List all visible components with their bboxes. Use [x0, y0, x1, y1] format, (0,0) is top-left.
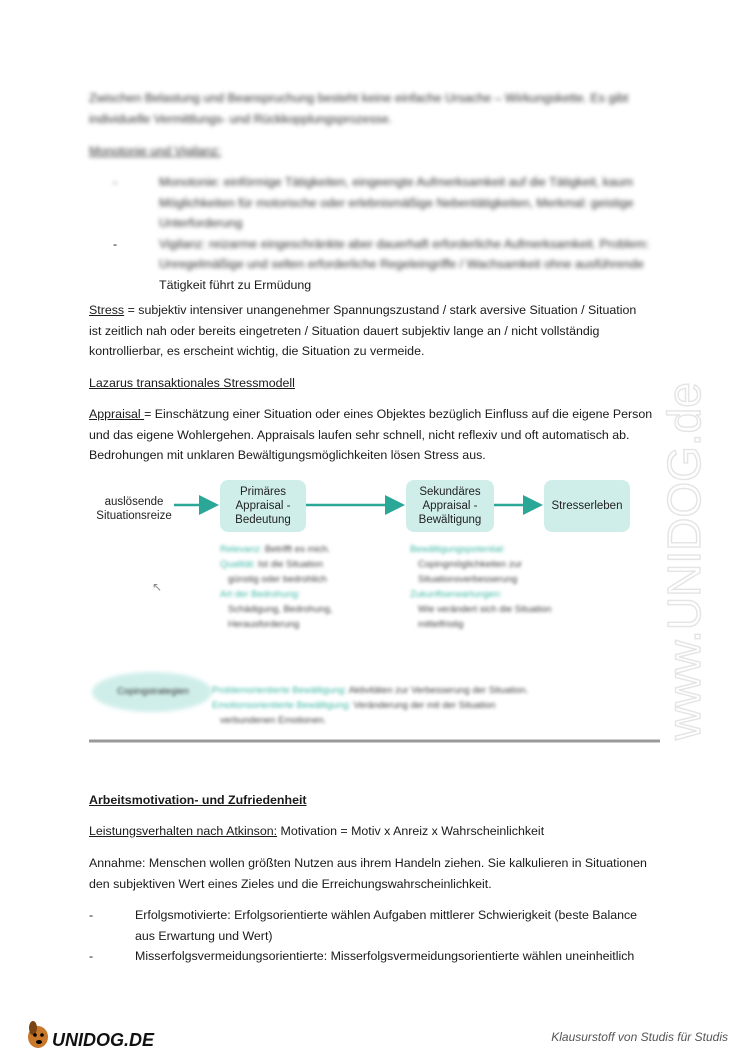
primary-appraisal-node: Primäres Appraisal - Bedeutung: [220, 480, 306, 532]
lazarus-heading: Lazarus transaktionales Stressmodell: [89, 376, 295, 390]
coping-label: Copingstrategien: [117, 686, 189, 697]
stress-paragraph: Stress = subjektiv intensiver unangenehmer Spannungszustand / stark aversive Situation / Situation ist zeitlich nah oder bereits eingetreten / Situation dauert subjektiv lange an / nicht vollständig kontrollierbar, es erscheint wichtig, die Situation zu vermeide.: [89, 303, 637, 358]
list-item: - Vigilanz: reizarme eingeschränkte aber dauerhaft erforderliche Aufmerksamkeit. Problem: Unregelmäßige und selten erforderliche Regeleingriffe / Wachsamkeit ohne ausführende Tätigkeit führt zu Ermüdung: [113, 234, 653, 296]
list-item: - Monotonie: einförmige Tätigkeiten, eingeengte Aufmerksamkeit auf die Tätigkeit, kaum Möglichkeiten für motorische oder erlebnismäßige Nebentätigkeiten, Merkmal: geistige Unterforderung: [113, 172, 653, 234]
dog-logo-icon: [22, 1015, 162, 1055]
unidog-logo: [22, 1015, 162, 1055]
svg-text:www.UNIDOG.de: www.UNIDOG.de: [658, 382, 710, 740]
secondary-details: Bewältigungspotential: Copingmöglichkeiten zur Situationsverbesserung Zukunftserwartungen: Wie verändert sich die Situation mittelfristig: [410, 544, 552, 630]
stress-term: Stress: [89, 303, 125, 317]
stresserleben-node: Stresserleben: [544, 480, 630, 532]
blurred-intro: Zwischen Belastung und Beanspruchung besteht keine einfache Ursache – Wirkungskette. Es gibt individuelle Vermittlungs- und Rückkopplungsprozesse.: [89, 91, 629, 126]
watermark: [640, 280, 730, 750]
primary-details: Relevanz: Betrifft es mich. Qualität: Ist die Situation günstig oder bedrohlich Art der Bedrohung: Schädigung, Bedrohung, Herausforderung: [220, 544, 333, 630]
secondary-appraisal-node: Sekundäres Appraisal - Bewältigung: [406, 480, 494, 532]
list-item: - Erfolgsmotivierte: Erfolgsorientierte wählen Aufgaben mittlerer Schwierigkeit (beste Balance aus Erwartung und Wert): [89, 905, 669, 946]
start-node: auslösende Situationsreize: [96, 496, 172, 522]
cursor-icon: ↖: [152, 580, 163, 594]
arbeit-heading: Arbeitsmotivation- und Zufriedenheit: [89, 793, 307, 807]
svg-text:UNIDOG.DE: UNIDOG.DE: [52, 1030, 155, 1050]
footer-tagline: Klausurstoff von Studis für Studis: [551, 1030, 728, 1044]
list-item: - Misserfolgsvermeidungsorientierte: Misserfolgsvermeidungsorientierte wählen uneinheitlich: [89, 946, 669, 967]
appraisal-term: Appraisal: [89, 407, 145, 421]
monotonie-heading: Monotonie und Vigilanz:: [89, 144, 222, 158]
appraisal-paragraph: Appraisal = Einschätzung einer Situation oder eines Objektes bezüglich Einfluss auf die eigene Person und das eigene Wohlergehen. Appraisals laufen sehr schnell, nicht reflexiv und oft automatisch ab. Bedrohungen mit unklaren Bewältigungsmöglichkeiten lösen Stress aus.: [89, 407, 653, 462]
annahme-paragraph: Annahme: Menschen wollen größten Nutzen aus ihrem Handeln ziehen. Sie kalkulieren in Situationen den subjektiven Wert eines Zieles und die Erreichungswahrscheinlichkeit.: [89, 856, 647, 891]
coping-details: Problemorientierte Bewältigung: Aktivitäten zur Verbesserung der Situation. Emotionsorientierte Bewältigung: Veränderung der mit der Situation verbundenen Emotionen.: [212, 685, 529, 726]
motive-list: [89, 905, 669, 967]
atkinson-line: Leistungsverhalten nach Atkinson: Motivation = Motiv x Anreiz x Wahrscheinlichkeit: [89, 824, 545, 838]
